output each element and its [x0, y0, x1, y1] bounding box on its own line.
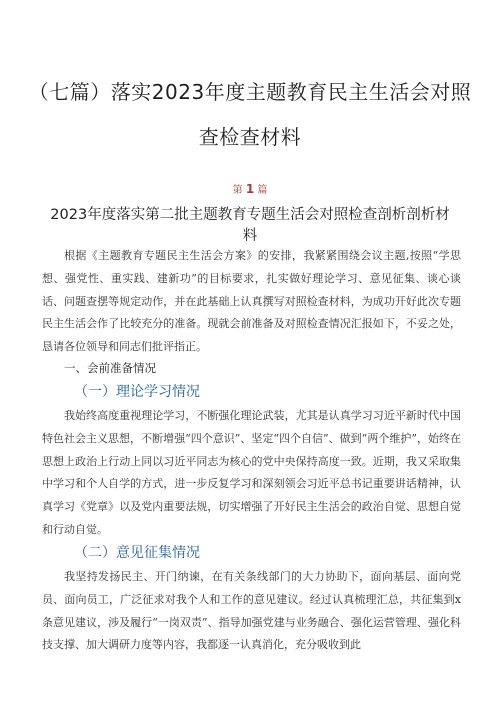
opinion-paragraph: 我坚持发扬民主、开门纳谏，在有关条线部门的大力协助下，面向基层、面向党员、面向员工，广泛征求对我个人和工作的意见建议。经过认真梳理汇总，共征集到x条意见建议，涉及履行“一岗双责”、指导加强党建与业务融合、强化运营管理、强化科技支撑、加大调研力度等内容，我都逐一认真消化，充分吸收到此: [42, 570, 461, 652]
document-title-line-2: 查检查材料: [198, 125, 302, 149]
subsection-heading-theory: （一）理论学习情况: [74, 384, 200, 400]
theory-paragraph: 我始终高度重视理论学习，不断强化理论武装，尤其是认真学习习近平新时代中国特色社会主义思想，不断增强“四个意识”、坚定“四个自信”、做到“两个维护”，始终在思想上政治上行动上同以习近平同志为核心的党中央保持高度一致。近期，我又采取集中学习和个人自学的方式，进一步反复学习和深刻领会习近平总书记重要讲话精神，认真学习《党章》以及党内重要法规，切实增强了开好民主生活会的政治自觉、思想自觉和行动自觉。: [42, 409, 461, 536]
section-heading: 一、会前准备情况: [64, 361, 156, 375]
chapter-number: 1: [245, 182, 255, 196]
document-title-line-1: （七篇）落实2023年度主题教育民主生活会对照: [28, 80, 472, 104]
chapter-suffix: 篇: [257, 185, 268, 196]
chapter-label: [0, 181, 500, 196]
intro-paragraph: 根据《主题教育专题民主生活会方案》的安排，我紧紧围绕会议主题,按照“学思想、强党性、重实践、建新功”的目标要求，扎实做好理论学习、意见征集、谈心谈话、问题查摆等规定动作，并在此基础上认真撰写对照检查材料，为成功开好此次专题民主生活会作了比较充分的准备。现就会前准备及对照检查情况汇报如下，不妥之处，恳请各位领导和同志们批评指正。: [42, 249, 461, 354]
chapter-prefix: 第: [232, 185, 243, 196]
article-title-line-1: 2023年度落实第二批主题教育专题生活会对照检查剖析剖析材: [50, 207, 450, 223]
subsection-heading-opinion: （二）意见征集情况: [74, 545, 200, 561]
article-title-line-2: 料: [242, 228, 258, 244]
